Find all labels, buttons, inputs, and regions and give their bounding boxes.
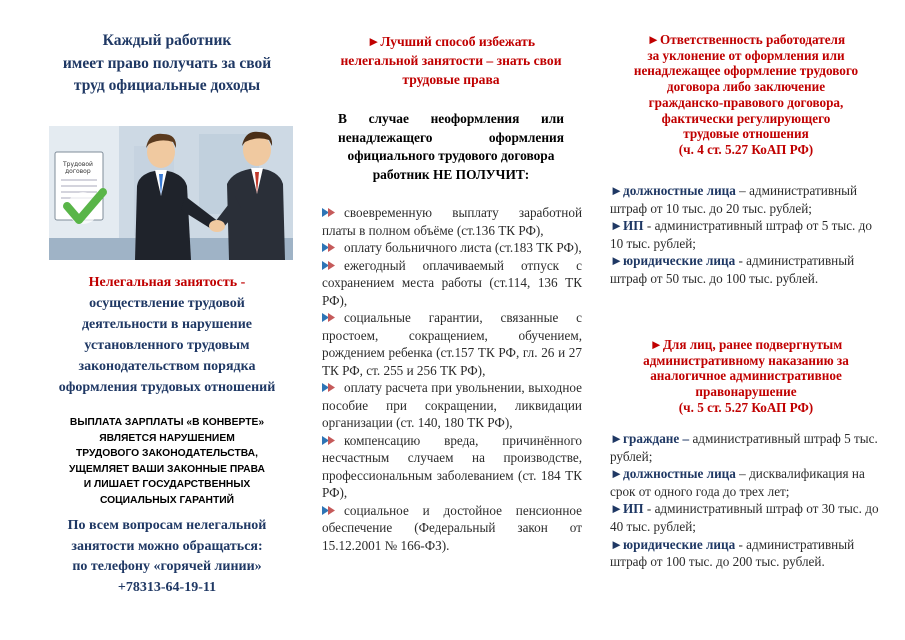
- repeat-offence-penalties: [610, 430, 882, 571]
- double-arrow-bullet-icon: [322, 436, 344, 445]
- benefit-item: оплату расчета при увольнении, выходное пособие при сокращении, ликвидации организации (ст. 140, 180 ТК РФ),: [322, 380, 582, 430]
- penalty-item: ►должностные лица – дисквалификация на срок от одного года до трех лет;: [610, 466, 865, 499]
- penalty-item: ►ИП - административный штраф от 5 тыс. до 10 тыс. рублей;: [610, 218, 872, 251]
- first-offence-penalties: [610, 182, 882, 288]
- double-arrow-bullet-icon: [322, 313, 344, 322]
- handshake-illustration: [49, 126, 293, 260]
- repeat-offence-title: ►Для лиц, ранее подвергнутым административному наказанию за аналогичное административное правонарушение (ч. 5 ст. 5.27 КоАП РФ): [643, 337, 849, 415]
- penalty-item: ►юридические лица - административный штраф от 100 тыс. до 200 тыс. рублей.: [610, 536, 855, 570]
- penalty-item: ►должностные лица – административный штраф от 10 тыс. до 20 тыс. рублей;: [610, 183, 858, 216]
- definition-term: Нелегальная занятость -: [88, 275, 246, 290]
- lead-paragraph: В случае неоформления или ненадлежащего оформления официального трудового договора работник НЕ ПОЛУЧИТ:: [338, 111, 564, 182]
- benefits-list: [322, 204, 582, 554]
- document-label-line2: договор: [65, 168, 91, 175]
- benefit-item: социальное и достойное пенсионное обеспечение (Федеральный закон от 15.12.2001 № 166-ФЗ).: [322, 502, 582, 553]
- double-arrow-bullet-icon: [322, 383, 344, 392]
- penalty-item: ►граждане – административный штраф 5 тыс. рублей;: [610, 431, 878, 464]
- rights-heading: Каждый работник имеет право получать за свой труд официальные доходы: [62, 32, 272, 94]
- hotline-phone: +78313-64-19-11: [117, 579, 217, 595]
- benefit-item: оплату больничного листа (ст.183 ТК РФ),: [322, 239, 582, 257]
- penalty-item: ►юридические лица - административный штраф от 50 тыс. до 100 тыс. рублей.: [610, 253, 855, 286]
- benefit-item: социальные гарантии, связанные с простоем, сокращением, обучением, рождением ребенка (ст.157 ТК РФ, гл. 26 и 27 ТК РФ, ст. 255 и 256 ТК РФ),: [322, 310, 582, 378]
- employer-liability-title: ►Ответственность работодателя за уклонение от оформления или ненадлежащее оформление трудового договора либо заключение гражданско-правового договора, фактически регулирующего трудовые отношения (ч. 4 ст. 5.27 КоАП РФ): [633, 32, 859, 157]
- benefit-item: компенсацию вреда, причинённого несчастным случаем на производстве, профессиональным заболеванием (ст. 184 ТК РФ),: [322, 432, 582, 500]
- double-arrow-bullet-icon: [322, 243, 344, 252]
- document-label-line1: Трудовой: [63, 161, 93, 168]
- illegal-employment-definition: Нелегальная занятость - осуществление трудовой деятельности в нарушение установленного трудовым законодательством порядка оформления трудовых отношений: [32, 272, 302, 398]
- double-arrow-bullet-icon: [322, 208, 344, 217]
- benefit-item: своевременную выплату заработной платы в полном объёме (ст.136 ТК РФ),: [322, 205, 582, 238]
- hotline-contact: По всем вопросам нелегальной занятости можно обращаться: по телефону «горячей линии» +78313-64-19-11: [28, 516, 306, 598]
- double-arrow-bullet-icon: [322, 506, 344, 515]
- envelope-salary-warning: ВЫПЛАТА ЗАРПЛАТЫ «В КОНВЕРТЕ» ЯВЛЯЕТСЯ НАРУШЕНИЕМ ТРУДОВОГО ЗАКОНОДАТЕЛЬСТВА, УЩЕМЛЯЕТ ВАШИ ЗАКОННЫЕ ПРАВА И ЛИШАЕТ ГОСУДАРСТВЕННЫХ СОЦИАЛЬНЫХ ГАРАНТИЙ: [69, 417, 265, 506]
- handshake-illustration-svg: [49, 126, 293, 260]
- rights-title: ►Лучший способ избежать нелегальной занятости – знать свои трудовые права: [340, 34, 562, 87]
- penalty-item: ►ИП - административный штраф от 30 тыс. до 40 тыс. рублей;: [610, 501, 879, 534]
- benefit-item: ежегодный оплачиваемый отпуск с сохранением места работы (ст.114, 136 ТК РФ),: [322, 257, 582, 308]
- double-arrow-bullet-icon: [322, 261, 344, 270]
